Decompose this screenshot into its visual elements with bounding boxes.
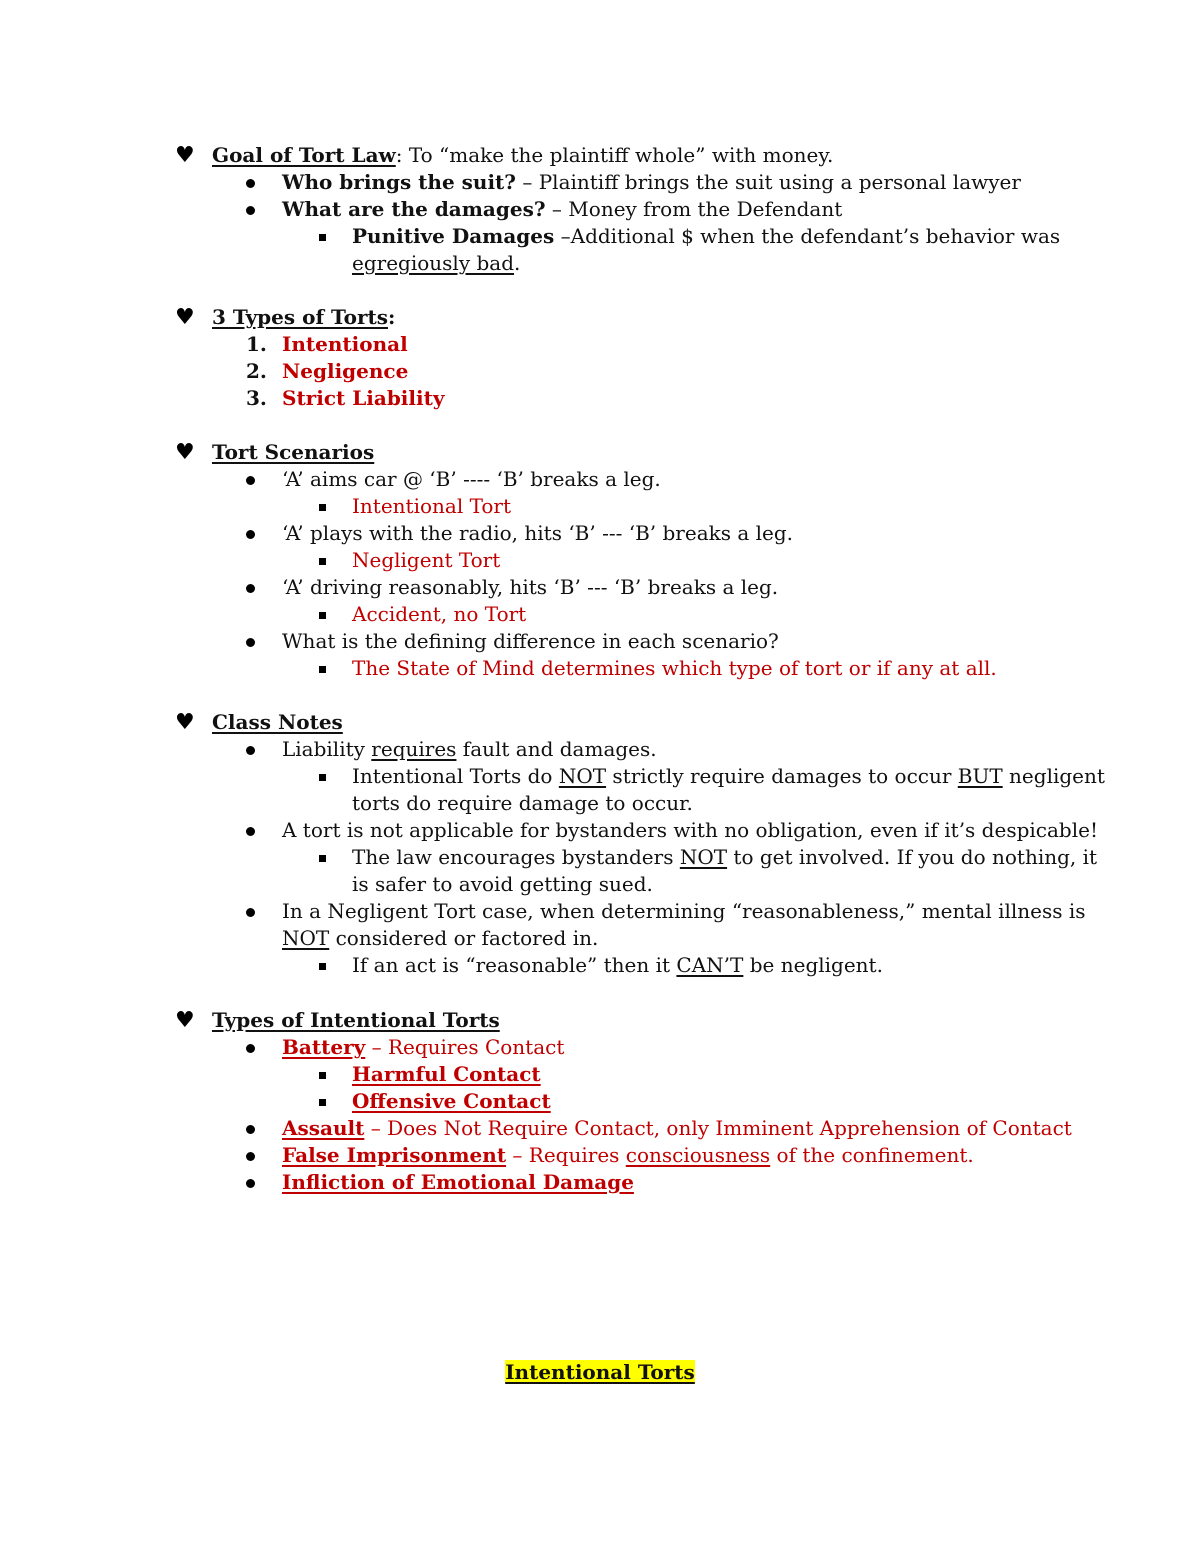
bullet-dot-icon xyxy=(246,1179,255,1188)
assault-line: Assault – Does Not Require Contact, only Imminent Apprehension of Contact xyxy=(282,1116,1072,1140)
bullet-square-icon xyxy=(319,963,326,970)
infliction-line: Infliction of Emotional Damage xyxy=(282,1170,634,1194)
bullet-square-icon xyxy=(319,558,326,565)
bullet-square-icon xyxy=(319,1072,326,1079)
bullet-dot-icon xyxy=(246,1125,255,1134)
punitive-line: Punitive Damages –Additional $ when the defendant’s behavior was xyxy=(352,224,1061,248)
note-3-cont: NOT considered or factored in. xyxy=(282,926,599,950)
bullet-dot-icon xyxy=(246,530,255,539)
heart-bullet-icon: ♥ xyxy=(175,440,195,465)
bullet-dot-icon xyxy=(246,638,255,647)
bullet-square-icon xyxy=(319,855,326,862)
scenario-question: What is the defining difference in each scenario? xyxy=(282,629,779,653)
bullet-dot-icon xyxy=(246,179,255,188)
list-number: 1. xyxy=(246,332,267,356)
note-3: In a Negligent Tort case, when determining “reasonableness,” mental illness is xyxy=(282,899,1086,923)
bullet-dot-icon xyxy=(246,476,255,485)
false-imprisonment-line: False Imprisonment – Requires consciousness of the confinement. xyxy=(282,1143,974,1167)
bullet-dot-icon xyxy=(246,206,255,215)
note-1-sub: Intentional Torts do NOT strictly require damages to occur BUT negligent xyxy=(352,764,1105,788)
note-1-sub-cont: torts do require damage to occur. xyxy=(352,791,693,815)
types-heading-line: 3 Types of Torts: xyxy=(212,305,396,329)
bullet-square-icon xyxy=(319,666,326,673)
scenarios-heading: Tort Scenarios xyxy=(212,440,375,464)
heart-bullet-icon: ♥ xyxy=(175,143,195,168)
class-notes-heading: Class Notes xyxy=(212,710,343,734)
bullet-dot-icon xyxy=(246,1152,255,1161)
list-number: 2. xyxy=(246,359,267,383)
goal-text: To “make the plaintiff whole” with money. xyxy=(402,143,834,167)
who-brings-line: Who brings the suit? – Plaintiff brings the suit using a personal lawyer xyxy=(282,170,1021,194)
heart-bullet-icon: ♥ xyxy=(175,710,195,735)
note-2-sub: The law encourages bystanders NOT to get involved. If you do nothing, it xyxy=(352,845,1098,869)
scenario-answer: The State of Mind determines which type of tort or if any at all. xyxy=(352,656,997,680)
bullet-dot-icon xyxy=(246,584,255,593)
punitive-cont-line: egregiously bad. xyxy=(352,251,521,275)
battery-line: Battery – Requires Contact xyxy=(282,1035,565,1059)
bullet-square-icon xyxy=(319,234,326,241)
note-2-sub-cont: is safer to avoid getting sued. xyxy=(352,872,653,896)
harmful-contact: Harmful Contact xyxy=(352,1062,541,1086)
goal-heading: Goal of Tort Law xyxy=(212,143,396,167)
footer-title-wrap xyxy=(0,1359,1200,1386)
scenario-1-result: Intentional Tort xyxy=(352,494,511,518)
bullet-square-icon xyxy=(319,774,326,781)
scenario-2-result: Negligent Tort xyxy=(352,548,501,572)
note-2: A tort is not applicable for bystanders with no obligation, even if it’s despicable! xyxy=(282,818,1098,842)
scenario-3-result: Accident, no Tort xyxy=(352,602,527,626)
bullet-square-icon xyxy=(319,1099,326,1106)
intentional-heading: Types of Intentional Torts xyxy=(212,1008,500,1032)
heart-bullet-icon: ♥ xyxy=(175,305,195,330)
scenario-1: ‘A’ aims car @ ‘B’ ---- ‘B’ breaks a leg. xyxy=(282,467,661,491)
goal-line: Goal of Tort Law: To “make the plaintiff whole” with money. xyxy=(212,143,834,167)
heart-bullet-icon: ♥ xyxy=(175,1008,195,1033)
footer-title: Intentional Torts xyxy=(505,1360,695,1384)
note-1: Liability requires fault and damages. xyxy=(282,737,657,761)
list-number: 3. xyxy=(246,386,267,410)
type-negligence: Negligence xyxy=(282,359,409,383)
scenario-3: ‘A’ driving reasonably, hits ‘B’ --- ‘B’ breaks a leg. xyxy=(282,575,779,599)
scenario-2: ‘A’ plays with the radio, hits ‘B’ --- ‘B’ breaks a leg. xyxy=(282,521,794,545)
bullet-dot-icon xyxy=(246,827,255,836)
bullet-dot-icon xyxy=(246,1044,255,1053)
offensive-contact: Offensive Contact xyxy=(352,1089,551,1113)
types-heading: 3 Types of Torts xyxy=(212,305,388,329)
bullet-square-icon xyxy=(319,504,326,511)
type-intentional: Intentional xyxy=(282,332,408,356)
note-3-sub: If an act is “reasonable” then it CAN’T be negligent. xyxy=(352,953,883,977)
bullet-square-icon xyxy=(319,612,326,619)
type-strict-liability: Strict Liability xyxy=(282,386,445,410)
bullet-dot-icon xyxy=(246,908,255,917)
damages-line: What are the damages? – Money from the Defendant xyxy=(282,197,843,221)
bullet-dot-icon xyxy=(246,746,255,755)
